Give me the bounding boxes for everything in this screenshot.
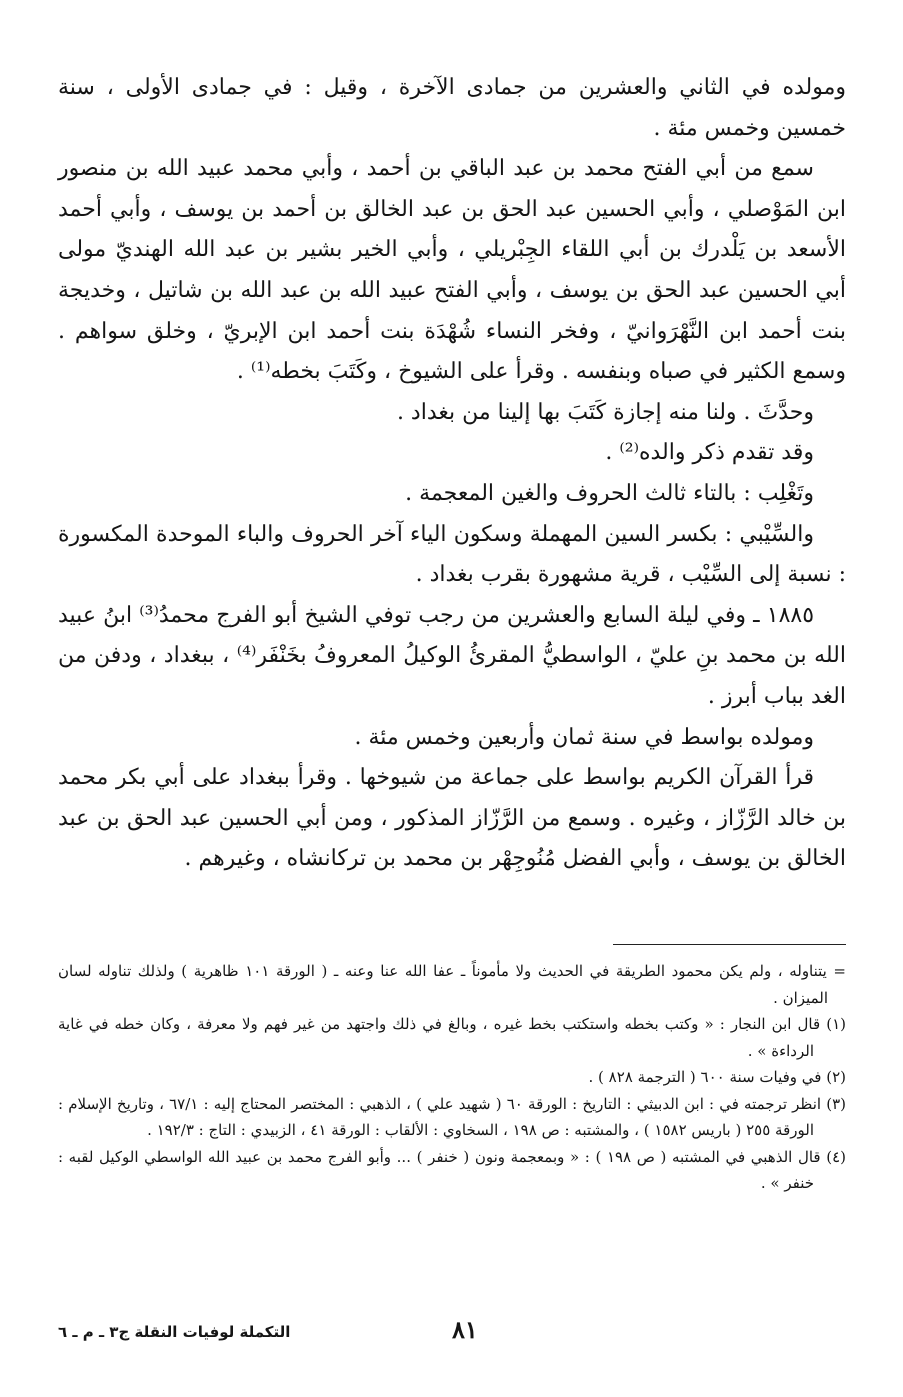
paragraph-birthplace: ومولده بواسط في سنة ثمان وأربعين وخمس مئة . <box>354 724 814 750</box>
page-number: ٨١ <box>452 1315 478 1344</box>
footnote-1: (١) قال ابن النجار : « وكتب بخطه واستكتب بخط غيره ، وبالغ في ذلك واجتهد من غير فهم ولا معرفة ، وكان خطه في غاية الرداءة » . <box>58 1015 846 1060</box>
volume-signature: التكملة لوفيات النقلة ج٣ ـ م ـ ٦ <box>58 1323 291 1341</box>
paragraph-teachers: سمع من أبي الفتح محمد بن عبد الباقي بن أحمد ، وأبي محمد عبيد الله بن منصور ابن المَوْصلي ، وأبي الحسين عبد الحق بن عبد الخالق بن أحمد بن يوسف ، وأبي أحمد الأسعد بن يَلْدرك بن أبي اللقاء الجِبْريلي ، وأبي الخير بشير بن عبد الله الهنديّ مولى أبي الحسين عبد الحق بن يوسف ، وأبي الفتح عبيد الله بن عبد الله بن شاتيل ، وخديجة بنت أحمد ابن النَّهْرَوانيّ ، وفخر النساء شُهْدَة بنت أحمد ابن الإبريّ ، وخلق سواهم . وسمع الكثير في صباه وبنفسه . وقرأ على الشيوخ ، وكَتَبَ بخطه⁽¹⁾ . <box>58 156 846 385</box>
paragraph-birth-date: ومولده في الثاني والعشرين من جمادى الآخرة ، وقيل : في جمادى الأولى ، سنة خمسين وخمس مئة . <box>58 75 846 141</box>
paragraph-quran-study: قرأ القرآن الكريم بواسط على جماعة من شيوخها . وقرأ ببغداد على أبي بكر محمد بن خالد الرَّزّاز ، وغيره . وسمع من الرَّزّاز المذكور ، ومن أبي الحسين عبد الحق بن عبد الخالق بن يوسف ، وأبي الفضل مُنُوجِهْر بن محمد بن تركانشاه ، وغيرهم . <box>58 765 846 872</box>
footnote-divider <box>613 944 846 945</box>
footnotes-section <box>58 958 846 1197</box>
entry-1885-heading: ١٨٨٥ ـ وفي ليلة السابع والعشرين من رجب توفي الشيخ أبو الفرج محمدُ⁽³⁾ ابنُ عبيد الله بن محمد بنِ عليّ ، الواسطيُّ المقرئُ الوكيلُ المعروفُ بخَنْفَر⁽⁴⁾ ، ببغداد ، ودفن من الغد بباب أبرز . <box>58 602 846 709</box>
paragraph-narration: وحدَّثَ . ولنا منه إجازة كَتَبَ بها إلينا من بغداد . <box>396 399 814 425</box>
footnote-continuation: = يتناوله ، ولم يكن محمود الطريقة في الحديث ولا مأموناً ـ عفا الله عنا وعنه ـ ( الورقة ١٠١ ظاهرية ) ولذلك تناوله لسان الميزان . <box>58 962 846 1007</box>
footnote-2: (٢) في وفيات سنة ٦٠٠ ( الترجمة ٨٢٨ ) . <box>588 1068 846 1086</box>
footnote-3: (٣) انظر ترجمته في : ابن الدبيثي : التاريخ : الورقة ٦٠ ( شهيد علي ) ، الذهبي : المختصر المحتاج إليه : ٦٧/١ ، وتاريخ الإسلام : الورقة ٢٥٥ ( باريس ١٥٨٢ ) ، والمشتبه : ص ١٩٨ ، السخاوي : الألقاب : الورقة ٤١ ، الزبيدي : التاج : ١٩٢/٣ . <box>58 1094 846 1139</box>
footnote-4: (٤) قال الذهبي في المشتبه ( ص ١٩٨ ) : « وبمعجمة ونون ( خنفر ) ... وأبو الفرج محمد بن عبيد الله الواسطي الوكيل لقبه : خنفر » . <box>58 1147 846 1192</box>
page-footer <box>0 1315 903 1349</box>
main-text-body <box>58 68 846 880</box>
paragraph-sibi-spelling: والسِّيْبي : بكسر السين المهملة وسكون الياء آخر الحروف والباء الموحدة المكسورة : نسبة إلى السِّيْب ، قرية مشهورة بقرب بغداد . <box>58 521 846 588</box>
paragraph-taghlib-spelling: وتَغْلِب : بالتاء ثالث الحروف والغين المعجمة . <box>405 480 814 506</box>
paragraph-father-reference: وقد تقدم ذكر والده⁽²⁾ . <box>605 440 814 466</box>
